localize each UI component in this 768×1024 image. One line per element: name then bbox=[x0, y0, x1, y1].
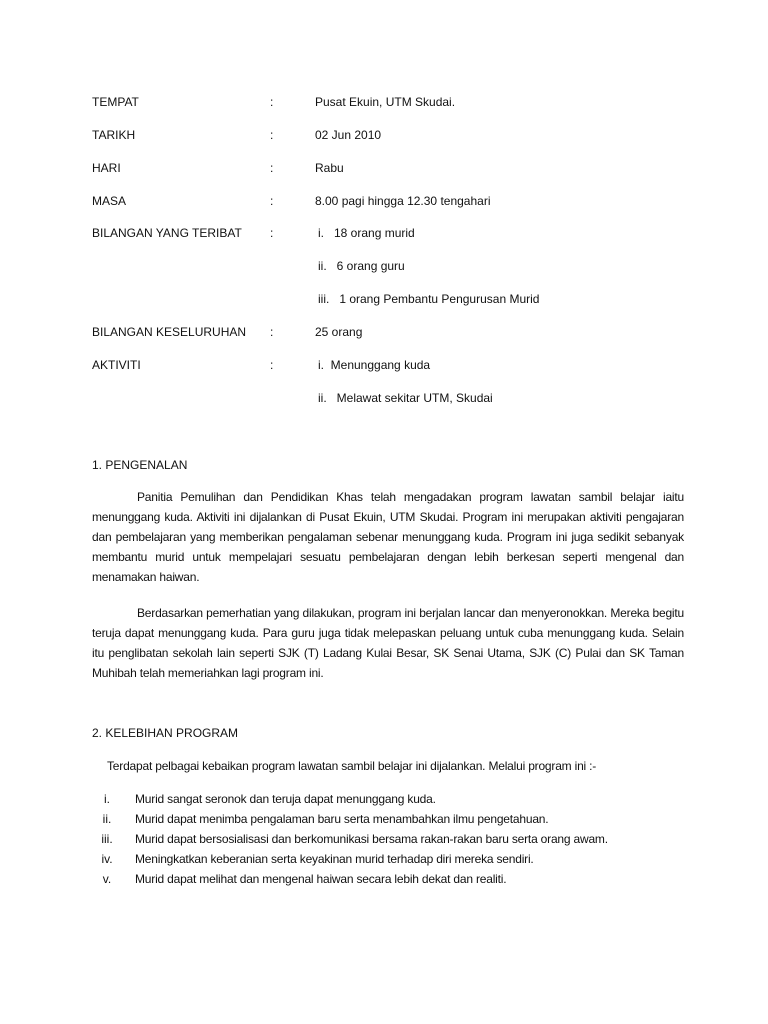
info-value: ii. 6 orang guru bbox=[318, 259, 405, 273]
section-2-heading: 2. KELEBIHAN PROGRAM bbox=[92, 726, 239, 740]
info-value: 02 Jun 2010 bbox=[315, 128, 382, 142]
list-item-number: v. bbox=[102, 872, 112, 886]
list-row bbox=[92, 851, 684, 871]
info-value: i. 18 orang murid bbox=[318, 226, 415, 240]
list-row bbox=[92, 811, 684, 831]
list-item-number: iii. bbox=[101, 832, 113, 846]
benefits-list bbox=[92, 791, 684, 891]
info-separator: : bbox=[270, 128, 274, 142]
info-value: i. Menunggang kuda bbox=[318, 358, 431, 372]
info-label: TEMPAT bbox=[92, 95, 139, 109]
info-separator: : bbox=[270, 358, 274, 372]
info-separator: : bbox=[270, 194, 274, 208]
info-label: MASA bbox=[92, 194, 127, 208]
section-1-heading: 1. PENGENALAN bbox=[92, 458, 188, 472]
info-value: Rabu bbox=[315, 161, 344, 175]
list-item: Murid sangat seronok dan teruja dapat menunggang kuda. bbox=[135, 792, 436, 806]
info-value: 8.00 pagi hingga 12.30 tengahari bbox=[315, 194, 491, 208]
list-item-number: i. bbox=[104, 792, 110, 806]
info-value: ii. Melawat sekitar UTM, Skudai bbox=[318, 391, 493, 405]
info-label: BILANGAN KESELURUHAN bbox=[92, 325, 247, 339]
info-value: 25 orang bbox=[315, 325, 363, 339]
list-item-number: iv. bbox=[101, 852, 113, 866]
info-label: AKTIVITI bbox=[92, 358, 141, 372]
info-value: Pusat Ekuin, UTM Skudai. bbox=[315, 95, 456, 109]
list-row bbox=[92, 871, 684, 891]
section-2-intro: Terdapat pelbagai kebaikan program lawatan sambil belajar ini dijalankan. Melalui program ini :- bbox=[107, 759, 597, 773]
info-separator: : bbox=[270, 95, 274, 109]
info-label: BILANGAN YANG TERIBAT bbox=[92, 226, 242, 240]
paragraph-1 bbox=[92, 487, 684, 587]
paragraph-1-text: Panitia Pemulihan dan Pendidikan Khas telah mengadakan program lawatan sambil belajar iaitu menunggang kuda. Aktiviti ini dijalankan di Pusat Ekuin, UTM Skudai. Program ini merupakan aktiviti pengajaran dan pembelajaran yang memberikan pengalaman sebenar menunggang kuda. Program ini juga sedikit sebanyak membantu murid untuk mempelajari sesuatu pembelajaran dengan lebih berkesan seperti mengenal dan menamakan haiwan. bbox=[92, 490, 684, 584]
info-label: HARI bbox=[92, 161, 121, 175]
info-value: iii. 1 orang Pembantu Pengurusan Murid bbox=[318, 292, 540, 306]
list-row bbox=[92, 831, 684, 851]
list-item: Murid dapat bersosialisasi dan berkomunikasi bersama rakan-rakan baru serta orang awam. bbox=[135, 832, 608, 846]
info-separator: : bbox=[270, 325, 274, 339]
info-separator: : bbox=[270, 226, 274, 240]
paragraph-2 bbox=[92, 603, 684, 683]
info-separator: : bbox=[270, 161, 274, 175]
paragraph-2-text: Berdasarkan pemerhatian yang dilakukan, program ini berjalan lancar dan menyeronokkan. Mereka begitu teruja dapat menunggang kuda. Para guru juga tidak melepaskan peluang untuk cuba menunggang kuda. Selain itu penglibatan sekolah lain seperti SJK (T) Ladang Kulai Besar, SK Senai Utama, SJK (C) Pulai dan SK Taman Muhibah telah memeriahkan lagi program ini. bbox=[92, 606, 684, 680]
info-label: TARIKH bbox=[92, 128, 136, 142]
list-item: Murid dapat menimba pengalaman baru serta menambahkan ilmu pengetahuan. bbox=[135, 812, 549, 826]
list-item-number: ii. bbox=[102, 812, 112, 826]
document-body bbox=[92, 457, 684, 891]
list-row bbox=[92, 791, 684, 811]
list-item: Meningkatkan keberanian serta keyakinan murid terhadap diri mereka sendiri. bbox=[135, 852, 534, 866]
list-item: Murid dapat melihat dan mengenal haiwan secara lebih dekat dan realiti. bbox=[135, 872, 507, 886]
